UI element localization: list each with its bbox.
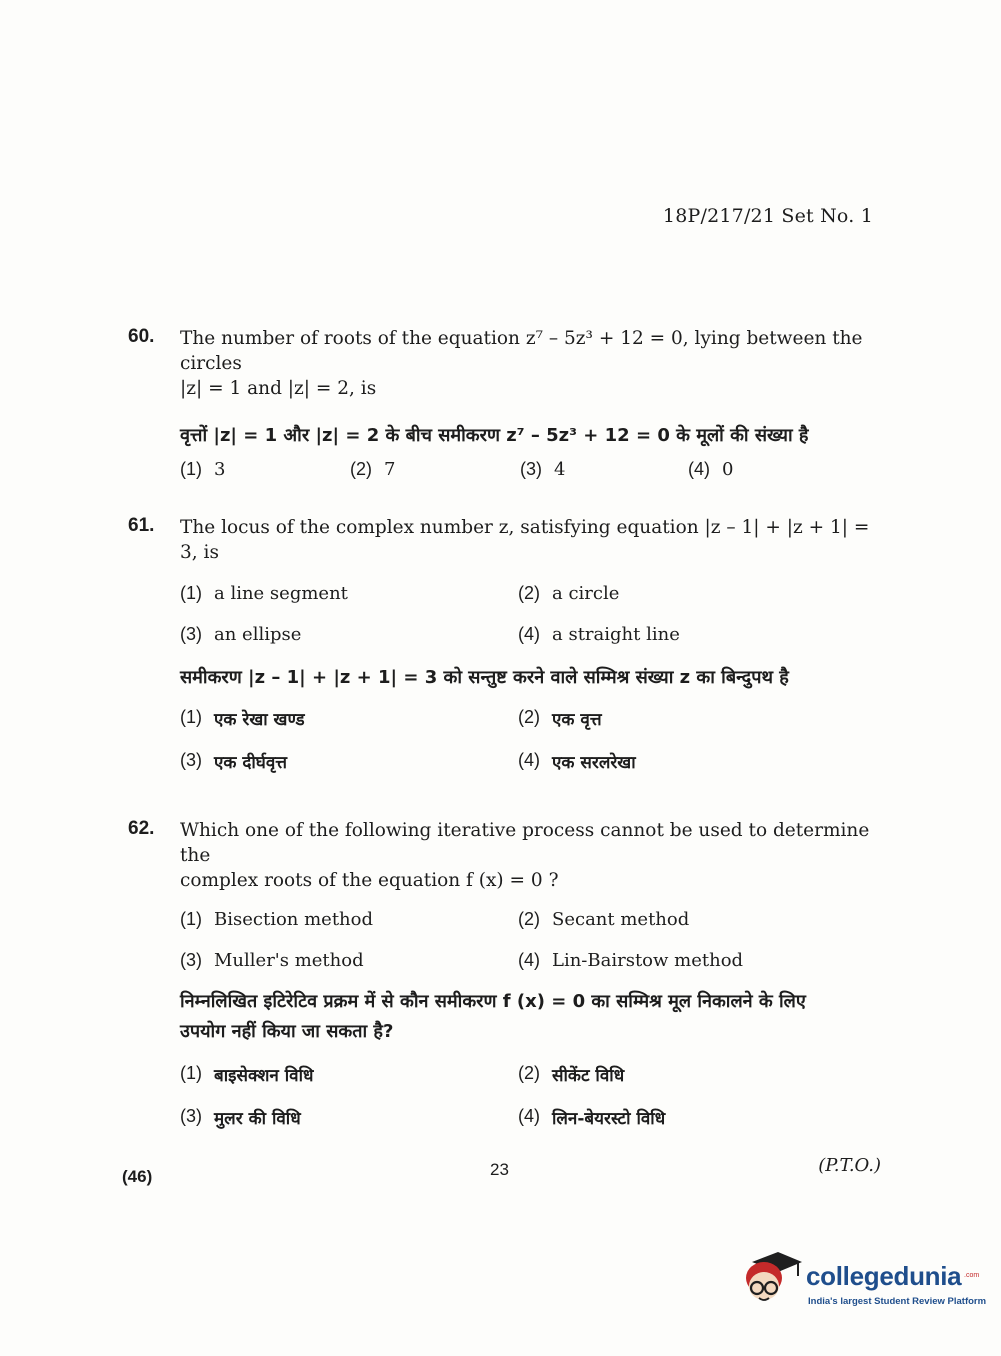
option-number: (3) xyxy=(520,459,542,479)
option-text: a circle xyxy=(552,583,620,604)
option-text: 3 xyxy=(214,459,226,480)
question-62 xyxy=(128,818,878,1129)
option-number: (4) xyxy=(518,950,540,970)
option xyxy=(350,459,520,480)
option xyxy=(180,909,518,930)
question-text-line: The number of roots of the equation z⁷ – 5z³ + 12 = 0, lying between the circles xyxy=(180,328,863,374)
option-text: 0 xyxy=(722,459,734,480)
option xyxy=(518,750,636,773)
option-text: बाइसेक्शन विधि xyxy=(214,1066,314,1086)
question-hindi-text: उपयोग नहीं किया जा सकता है? xyxy=(180,1021,394,1042)
page-number: 23 xyxy=(490,1160,509,1179)
option-number: (2) xyxy=(518,909,540,929)
option-number: (2) xyxy=(350,459,372,479)
option-text: एक सरलरेखा xyxy=(552,753,636,773)
question-text-line: |z| = 1 and |z| = 2, is xyxy=(180,378,377,399)
option-number: (2) xyxy=(518,707,540,727)
option-text: एक रेखा खण्ड xyxy=(214,710,305,730)
option-text: a line segment xyxy=(214,583,348,604)
option-text: a straight line xyxy=(552,624,680,645)
question-hindi-text: समीकरण |z – 1| + |z + 1| = 3 को सन्तुष्ट करने वाले सम्मिश्र संख्या z का बिन्दुपथ है xyxy=(180,667,789,688)
option xyxy=(518,583,619,604)
set-number: 18P/217/21 Set No. 1 xyxy=(662,205,873,227)
options-row xyxy=(180,909,878,930)
collegedunia-logo-icon xyxy=(738,1248,804,1314)
question-text-line: The locus of the complex number z, satisfying equation |z – 1| + |z + 1| = 3, is xyxy=(180,517,870,563)
question-number: 62. xyxy=(128,818,155,839)
question-hindi-text: वृत्तों |z| = 1 और |z| = 2 के बीच समीकरण z⁷ – 5z³ + 12 = 0 के मूलों की संख्या है xyxy=(180,425,809,446)
option-text: Secant method xyxy=(552,909,690,930)
options-row xyxy=(180,750,878,773)
option-text: एक वृत्त xyxy=(552,710,602,730)
option-number: (2) xyxy=(518,583,540,603)
option-number: (1) xyxy=(180,459,202,479)
option xyxy=(180,950,518,971)
option xyxy=(180,1106,518,1129)
option xyxy=(518,624,680,645)
collegedunia-brand xyxy=(738,1248,987,1318)
option-number: (4) xyxy=(688,459,710,479)
option xyxy=(518,1106,665,1129)
brand-com: .com xyxy=(964,1272,980,1279)
option-text: एक दीर्घवृत्त xyxy=(214,753,288,773)
option-text: 7 xyxy=(384,459,396,480)
options-row xyxy=(180,1063,878,1086)
option xyxy=(180,707,518,730)
option-text: an ellipse xyxy=(214,624,302,645)
option-number: (4) xyxy=(518,1106,540,1126)
question-number: 60. xyxy=(128,326,155,347)
option-text: Bisection method xyxy=(214,909,374,930)
option-text: सीकेंट विधि xyxy=(552,1066,625,1086)
options-row xyxy=(180,707,878,730)
option-number: (1) xyxy=(180,1063,202,1083)
paper-code: (46) xyxy=(122,1167,153,1186)
option-number: (2) xyxy=(518,1063,540,1083)
option xyxy=(518,909,689,930)
option-text: 4 xyxy=(554,459,566,480)
options-row xyxy=(180,583,878,604)
options-row xyxy=(180,1106,878,1129)
question-60 xyxy=(128,326,878,480)
option-number: (3) xyxy=(180,950,202,970)
option xyxy=(180,1063,518,1086)
option-text: Muller's method xyxy=(214,950,364,971)
option xyxy=(180,750,518,773)
option xyxy=(180,624,518,645)
option-text: मुलर की विधि xyxy=(214,1109,301,1129)
question-text-line: complex roots of the equation f (x) = 0 ? xyxy=(180,870,559,891)
pto-note: (P.T.O.) xyxy=(818,1155,881,1176)
option xyxy=(518,707,602,730)
question-61 xyxy=(128,515,878,773)
option-text: लिन-बेयरस्टो विधि xyxy=(552,1109,666,1129)
question-hindi-text: निम्नलिखित इटिरेटिव प्रक्रम में से कौन समीकरण f (x) = 0 का सम्मिश्र मूल निकालने के लिए xyxy=(180,991,806,1012)
brand-tagline: India's largest Student Review Platform xyxy=(808,1296,987,1307)
option xyxy=(180,459,350,480)
option-number: (1) xyxy=(180,583,202,603)
option-text: Lin-Bairstow method xyxy=(552,950,744,971)
question-text-line: Which one of the following iterative process cannot be used to determine the xyxy=(180,820,870,866)
option-number: (1) xyxy=(180,909,202,929)
question-number: 61. xyxy=(128,515,155,536)
option-number: (3) xyxy=(180,624,202,644)
option xyxy=(518,1063,624,1086)
option-number: (3) xyxy=(180,1106,202,1126)
option xyxy=(180,583,518,604)
options-row xyxy=(180,459,878,480)
brand-name: collegedunia xyxy=(806,1261,962,1291)
option-number: (4) xyxy=(518,624,540,644)
options-row xyxy=(180,624,878,645)
option-number: (3) xyxy=(180,750,202,770)
option-number: (1) xyxy=(180,707,202,727)
option xyxy=(520,459,688,480)
option-number: (4) xyxy=(518,750,540,770)
option xyxy=(518,950,743,971)
options-row xyxy=(180,950,878,971)
option xyxy=(688,459,733,480)
